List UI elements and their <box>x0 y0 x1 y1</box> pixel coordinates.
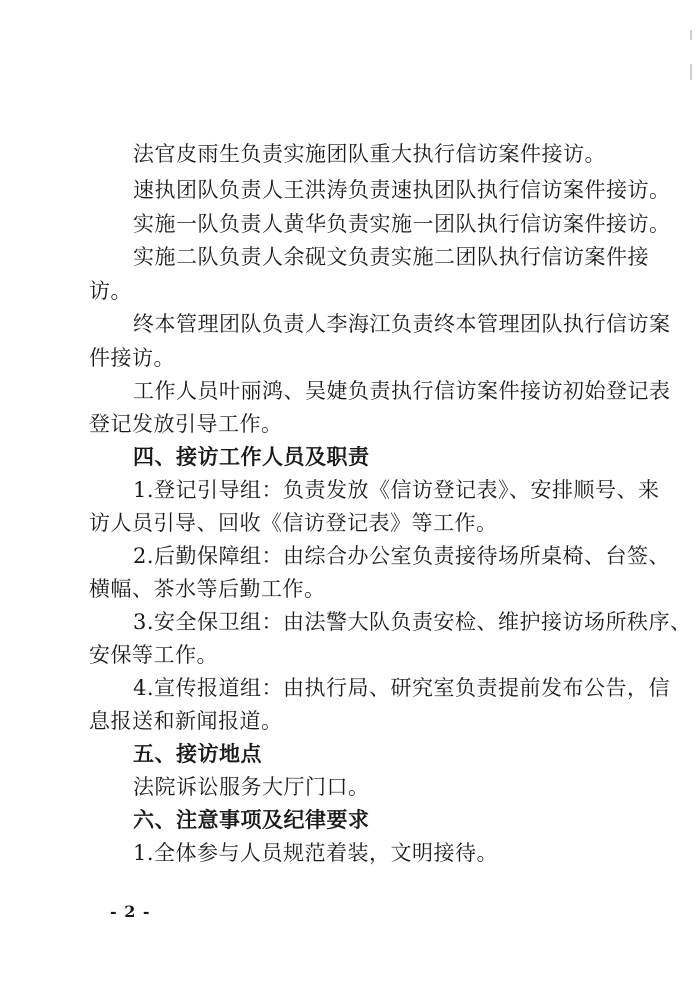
paragraph-line: 安保等工作。 <box>89 643 218 667</box>
paragraph-line: 件接访。 <box>89 346 175 370</box>
paragraph-line: 访人员引导、回收《信访登记表》等工作。 <box>89 511 498 535</box>
section-heading: 六、注意事项及纪律要求 <box>133 807 370 832</box>
paragraph-line: 终本管理团队负责人李海江负责终本管理团队执行信访案 <box>133 312 671 336</box>
scan-edge-mark <box>690 30 692 40</box>
paragraph-line: 1.登记引导组：负责发放《信访登记表》、安排顺号、来 <box>133 478 660 502</box>
paragraph-line: 3.安全保卫组：由法警大队负责安检、维护接访场所秩序、 <box>133 610 692 634</box>
scan-edge-mark <box>690 64 692 80</box>
paragraph-line: 4.宣传报道组：由执行局、研究室负责提前发布公告，信 <box>133 676 671 700</box>
paragraph-line: 2.后勤保障组：由综合办公室负责接待场所桌椅、台签、 <box>133 544 671 568</box>
paragraph-line: 工作人员叶丽鸿、吴婕负责执行信访案件接访初始登记表 <box>133 379 671 403</box>
paragraph-line: 法院诉讼服务大厅门口。 <box>133 775 370 799</box>
paragraph-line: 速执团队负责人王洪涛负责速执团队执行信访案件接访。 <box>133 178 671 202</box>
section-heading: 四、接访工作人员及职责 <box>133 444 370 469</box>
paragraph-line: 实施二队负责人余砚文负责实施二团队执行信访案件接 <box>133 245 649 269</box>
page-number: - 2 - <box>110 902 151 921</box>
paragraph-line: 1.全体参与人员规范着装，文明接待。 <box>133 841 499 865</box>
paragraph-line: 访。 <box>89 279 132 303</box>
paragraph-line: 实施一队负责人黄华负责实施一团队执行信访案件接访。 <box>133 212 671 236</box>
paragraph-line: 登记发放引导工作。 <box>89 412 283 436</box>
section-heading: 五、接访地点 <box>133 741 262 766</box>
paragraph-line: 法官皮雨生负责实施团队重大执行信访案件接访。 <box>133 142 606 166</box>
paragraph-line: 横幅、茶水等后勤工作。 <box>89 577 326 601</box>
paragraph-line: 息报送和新闻报道。 <box>89 709 283 733</box>
